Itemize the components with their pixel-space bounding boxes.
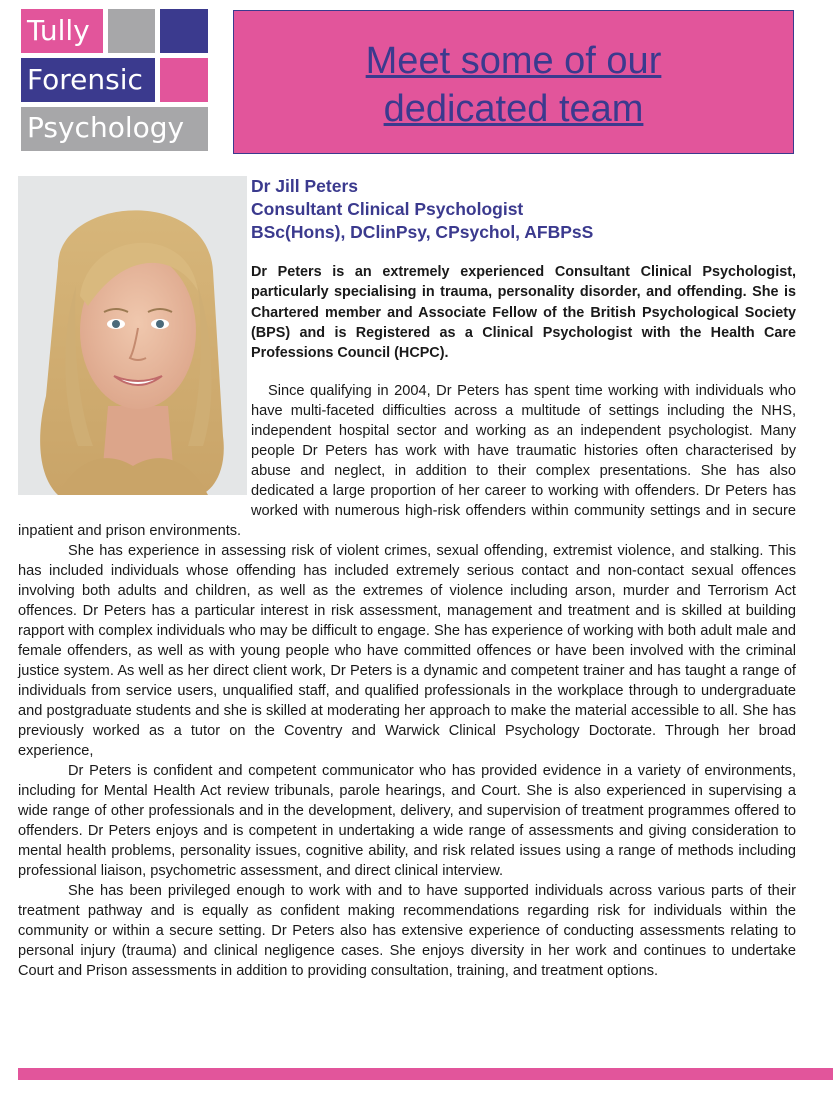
body-paragraph-4: She has been privileged enough to work with and to have supported individuals across various parts of their treatment pathway and is equally as confident making recommendations regarding risk for individuals within the community or within a secure setting. Dr Peters also has extensive experience of conducting assessments relating to personal injury (trauma) and clinical negligence cases. She enjoys diversity in her work and continues to undertake Court and Prison assessments in addition to providing consultation, training, and treatment options. bbox=[18, 883, 796, 979]
photo-spacer bbox=[18, 381, 251, 503]
profile-name: Dr Jill Peters bbox=[251, 176, 358, 196]
body-paragraph-1: Since qualifying in 2004, Dr Peters has spent time working with individuals who have multi-faceted difficulties across a multitude of settings including the NHS, independent hospital sector and working as an independent psychologist. Many people Dr Peters has work with have traumatic histories often characterised by abuse and neglect, in addition to their complex presentations. She has also dedicated a large proportion of her career to working with offenders. Dr Peters has worked with numerous high-risk offenders within community settings and in secure inpatient and prison environments. bbox=[18, 383, 796, 539]
logo-text-forensic: Forensic bbox=[27, 63, 143, 96]
logo-text-psychology: Psychology bbox=[27, 111, 185, 144]
team-banner bbox=[233, 10, 794, 154]
profile-qualifications: BSc(Hons), DClinPsy, CPsychol, AFBPsS bbox=[251, 222, 594, 242]
banner-title-line1: Meet some of our bbox=[365, 40, 662, 82]
body-paragraph-2: She has experience in assessing risk of violent crimes, sexual offending, extremist violence, and stalking. This has included individuals whose offending has included extremely serious contact and non-contact sexual offences involving both adults and children, as well as the extremes of violence including arson, murder and Terrorism Act offences. Dr Peters has a particular interest in risk assessment, management and treatment and is skilled at building rapport with complex individuals who may be difficult to engage. She has experience of working with both adult male and female offenders, as well as with young people who have committed offences or have been involved with the criminal justice system. As well as her direct client work, Dr Peters is a dynamic and competent trainer and has taught a range of individuals from service users, unqualified staff, and qualified professionals in the workplace through to undergraduate and postgraduate students and she is skilled at moderating her approach to make the material accessible to all. She has previously worked as a tutor on the Coventry and Warwick Clinical Psychology Doctorate. Through her broad experience, bbox=[18, 543, 796, 759]
company-logo bbox=[21, 9, 208, 151]
logo-navy-square bbox=[160, 9, 208, 53]
banner-title-line2: dedicated team bbox=[383, 88, 644, 130]
footer-accent-bar bbox=[18, 1068, 833, 1080]
logo-text-tully: Tully bbox=[27, 14, 90, 47]
profile-body bbox=[18, 381, 796, 981]
profile-heading bbox=[251, 175, 796, 244]
profile-role: Consultant Clinical Psychologist bbox=[251, 199, 524, 219]
body-paragraph-3: Dr Peters is confident and competent communicator who has provided evidence in a variety of environments, including for Mental Health Act review tribunals, parole hearings, and Court. She is also experienced in supervising a wide range of other professionals and in the development, delivery, and supervision of treatment programmes offered to offenders. Dr Peters enjoys and is competent in undertaking a wide range of assessments and giving consideration to mental health problems, personality issues, cognitive ability, and risk related issues using a range of methods including professional liaison, psychometric assessment, and direct clinical interview. bbox=[18, 763, 796, 879]
logo-grey-square bbox=[108, 9, 155, 53]
profile-intro: Dr Peters is an extremely experienced Consultant Clinical Psychologist, particularly specialising in trauma, personality disorder, and offending. She is Chartered member and Associate Fellow of the British Psychological Society (BPS) and is Registered as a Clinical Psychologist with the Health Care Professions Council (HCPC). bbox=[251, 264, 796, 362]
logo-pink-square bbox=[160, 58, 208, 102]
